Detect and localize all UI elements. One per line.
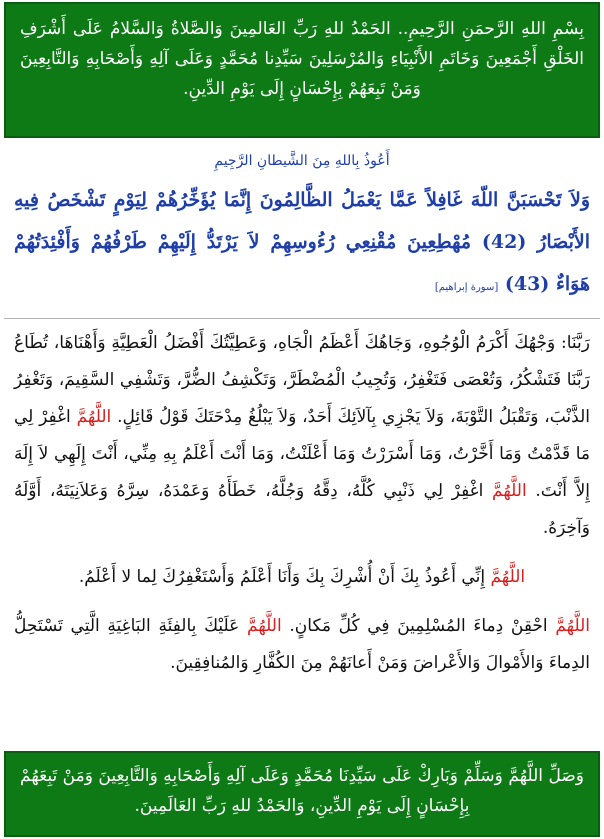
dua-paragraph-1 bbox=[14, 325, 590, 547]
dua-p1-part2: اغْفِرْ لِي مَا قَدَّمْتُ وَمَا أَخَّرْتُ، وَمَا أَسْرَرْتُ وَمَا أَعْلَنْتُ، وَمَا أَنْتَ أَعْلَمُ بِهِ مِنِّي، أَنْتَ إِلَهِي لاَ إِلَهَ إِلاَّ أَنْتَ. bbox=[14, 407, 591, 501]
dua-section bbox=[4, 325, 600, 745]
section-divider bbox=[4, 318, 600, 319]
ayah-block bbox=[4, 175, 600, 309]
quran-section bbox=[4, 145, 600, 315]
dua-paragraph-3 bbox=[14, 608, 590, 682]
dua-p2-text: إِنِّي أَعُوذُ بِكَ أَنْ أُشْرِكَ بِكَ وَأَنَا أَعْلَمُ وَأَسْتَغْفِرُكَ لِما لا أَعْلَمُ. bbox=[78, 567, 486, 587]
dua-p3-part2: عَلَيْكَ بِالفِئَةِ البَاغِيَةِ الَّتِي تَسْتَحِلُّ الدِماءَ وَالأَمْوالَ وَالأَعْراضَ وَمَنْ أَعانَهُمْ مِنَ الكُفَّارِ وَالمُنافِقِينَ. bbox=[14, 616, 590, 673]
header-text: بِسْمِ اللهِ الرَّحمَنِ الرَّحِيمِ.. الحَمْدُ للهِ رَبِّ العَالمِينَ وَالصَّلاةُ وَالسَّلامُ عَلَى أَشْرَفِ الخَلْقِ أَجْمَعِينَ وَخَاتَمِ الأَنْبِيَاءِ وَالمُرْسَلِينَ سَيِّدِنا مُحَمَّدٍ وَعَلَى آلِهِ وَأَصْحَابِهِ وَالتَّابِعِينَ وَمَنْ تَبِعَهُمْ بِإِحْسَانٍ إِلَى يَوْمِ الدِّينِ. bbox=[20, 19, 584, 99]
allahumma-word: اللَّهُمَّ bbox=[492, 481, 527, 501]
allahumma-word: اللَّهُمَّ bbox=[490, 567, 526, 587]
allahumma-word: اللَّهُمَّ bbox=[555, 616, 591, 636]
header-box bbox=[4, 2, 600, 138]
isti3adha-line: أَعُوذُ بِاللهِ مِنَ الشَّيطانِ الرَّجِيمِ bbox=[214, 153, 390, 169]
dua-p1-part3: اغْفِرْ لِي ذَنْبِي كُلَّهُ، دِقَّهُ وَجُلَّهُ، خَطَأَهُ وَعَمْدَهُ، سِرَّهُ وَعَلاَنِيَتَهُ، أَوَّلَهُ وَآخِرَهُ. bbox=[14, 481, 590, 538]
footer-text: وَصَلِّ اللَّهُمَّ وَسَلِّمْ وَبَارِكْ عَلَى سَيِّدِنَا مُحَمَّدٍ وَعَلَى آلِهِ وَأَصْحَابِهِ وَالتَّابِعِينَ وَمَنْ تَبِعَهُمْ بِإِحْسَانٍ إِلَى يَوْمِ الدِّينِ، وَالحَمْدُ للهِ رَبِّ العَالَمِينَ. bbox=[20, 766, 584, 816]
footer-box bbox=[4, 751, 600, 837]
dua-p3-part1: احْقِنْ دِماءَ المُسْلِمِينَ فِي كُلِّ مَكانٍ. bbox=[289, 616, 548, 636]
allahumma-word: اللَّهُمَّ bbox=[247, 616, 282, 636]
allahumma-word: اللَّهُمَّ bbox=[76, 407, 112, 427]
sura-reference: [سورة إبراهيم] bbox=[434, 282, 499, 293]
dua-paragraph-2 bbox=[14, 559, 590, 596]
dua-p1-part1: رَبَّنَا: وَجْهُكَ أَكْرَمُ الْوُجُوهِ، وَجَاهُكَ أَعْظَمُ الْجَاهِ، وَعَطِيَّتُكَ أَفْضَلُ الْعَطِيَّةِ وَأَهْنَاهَا، تُطَاعُ رَبَّنَا فَتَشْكُرُ، وَتُعْصَى فَتَغْفِرُ، وَتُجِيبُ الْمُضْطَرَّ، وَتَكْشِفُ الضُّرَّ، وَتَشْفِي السَّقِيمَ، وَتَغْفِرُ الذَّنْبَ، وَتَقْبَلُ التَّوْبَةَ، وَلاَ يَجْزِي بِآلاَئِكَ أَحَدٌ، وَلاَ يَبْلُغُ مِدْحَتَكَ قَوْلُ قَائِلٍ. bbox=[14, 333, 590, 427]
ayah-text: وَلاَ تَحْسَبَنَّ اللّهَ غَافِلاً عَمَّا يَعْمَلُ الظَّالِمُونَ إِنَّمَا يُؤَخِّرُهُمْ لِيَوْمٍ تَشْخَصُ فِيهِ الأَبْصَارُ (42) مُهْطِعِينَ مُقْنِعِي رُءُوسِهِمْ لاَ يَرْتَدُّ إِلَيْهِمْ طَرْفُهُمْ وَأَفْئِدَتُهُمْ هَوَاءٌ (43) bbox=[14, 189, 590, 295]
